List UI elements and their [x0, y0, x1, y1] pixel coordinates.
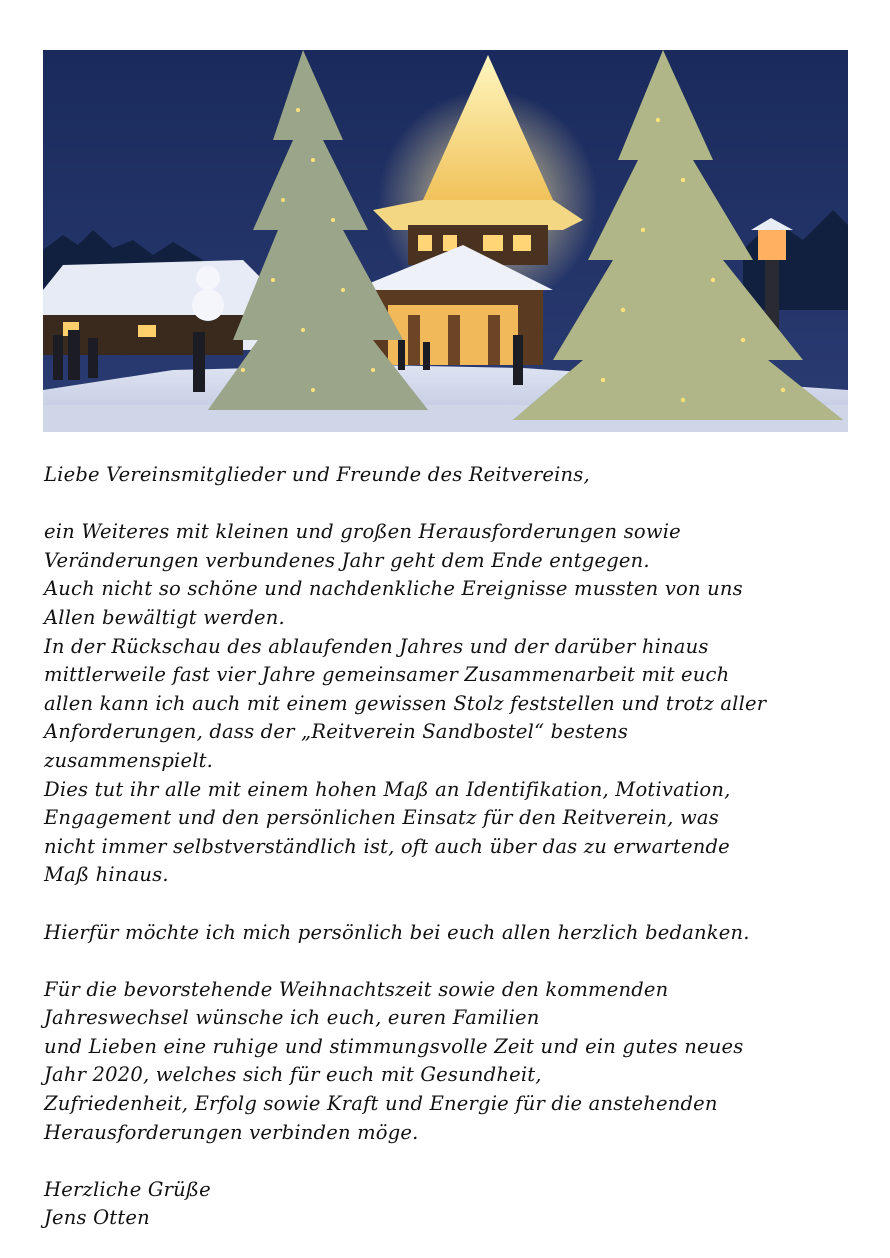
signature: Jens Otten — [44, 1206, 150, 1230]
paragraph-1-line: Auch nicht so schöne und nachdenkliche Ereignisse mussten von uns — [44, 577, 743, 601]
paragraph-1-line: Veränderungen verbundenes Jahr geht dem Ende entgegen. — [44, 548, 650, 572]
paragraph-1-line: zusammenspielt. — [44, 748, 214, 772]
paragraph-1-line: In der Rückschau des ablaufenden Jahres und der darüber hinaus — [44, 634, 709, 658]
paragraph-1-line: Maß hinaus. — [44, 863, 169, 887]
paragraph-1-line: nicht immer selbstverständlich ist, oft auch über das zu erwartende — [44, 834, 730, 858]
paragraph-3-line: und Lieben eine ruhige und stimmungsvolle Zeit und ein gutes neues — [44, 1034, 744, 1058]
paragraph-3-line: Zufriedenheit, Erfolg sowie Kraft und Energie für die anstehenden — [44, 1092, 718, 1116]
paragraph-3-line: Für die bevorstehende Weihnachtszeit sowie den kommenden — [44, 977, 669, 1001]
santa-village-photo — [43, 50, 848, 432]
paragraph-3-line: Jahr 2020, welches sich für euch mit Gesundheit, — [44, 1063, 542, 1087]
greeting: Liebe Vereinsmitglieder und Freunde des Reitvereins, — [44, 463, 590, 486]
paragraph-1-line: mittlerweile fast vier Jahre gemeinsamer Zusammenarbeit mit euch — [44, 663, 730, 687]
paragraph-1-line: Dies tut ihr alle mit einem hohen Maß an Identifikation, Motivation, — [44, 777, 731, 801]
paragraph-1-line: Allen bewältigt werden. — [44, 605, 285, 629]
paragraph-3-line: Herausforderungen verbinden möge. — [44, 1120, 419, 1144]
paragraph-1-line: ein Weiteres mit kleinen und großen Herausforderungen sowie — [44, 520, 681, 544]
letter-body — [44, 461, 864, 1233]
paragraph-1-line: allen kann ich auch mit einem gewissen Stolz feststellen und trotz aller — [44, 691, 767, 715]
paragraph-1-line: Anforderungen, dass der „Reitverein Sandbostel“ bestens — [44, 720, 629, 744]
closing: Herzliche Grüße — [44, 1177, 211, 1201]
paragraph-3-line: Jahreswechsel wünsche ich euch, euren Familien — [44, 1006, 540, 1030]
paragraph-1-line: Engagement und den persönlichen Einsatz für den Reitverein, was — [44, 806, 719, 830]
thanks-line: Hierfür möchte ich mich persönlich bei euch allen herzlich bedanken. — [44, 920, 750, 944]
